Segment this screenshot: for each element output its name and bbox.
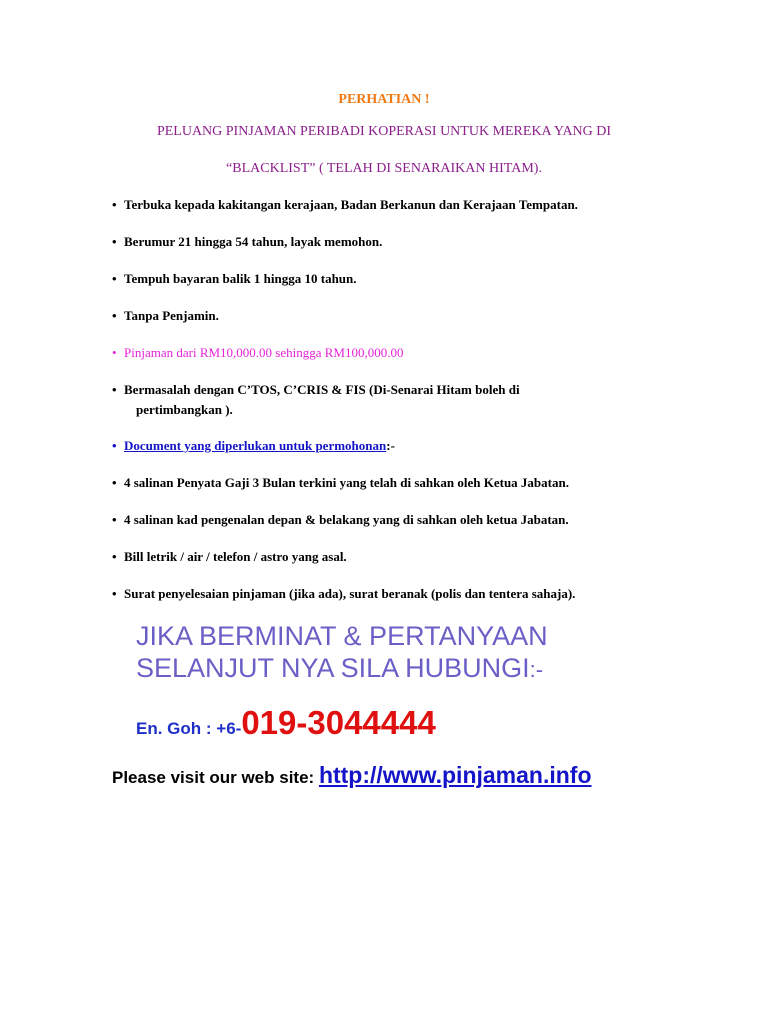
bullet-text: Berumur 21 hingga 54 tahun, layak memohon. xyxy=(124,234,383,249)
bullet-dot: • xyxy=(112,271,117,286)
cta-line-2 xyxy=(136,653,543,684)
bullet-utility-bill xyxy=(112,549,347,565)
website-link[interactable]: http://www.pinjaman.info xyxy=(318,762,592,788)
bullet-repayment xyxy=(112,271,357,287)
bullet-text: Tanpa Penjamin. xyxy=(124,308,219,323)
website-line xyxy=(112,762,592,789)
bullet-text: Pinjaman dari RM10,000.00 sehingga RM100,000.00 xyxy=(124,345,404,360)
bullet-dot: • xyxy=(112,586,117,601)
bullet-blacklist xyxy=(112,382,520,398)
bullet-dot: • xyxy=(112,475,117,490)
contact-line xyxy=(136,704,436,742)
bullet-loan-amount xyxy=(112,345,404,361)
bullet-dot: • xyxy=(112,512,117,527)
notice-title: PERHATIAN ! xyxy=(338,92,430,107)
bullet-dot: • xyxy=(112,549,117,564)
bullet-text: 4 salinan kad pengenalan depan & belakang yang di sahkan oleh ketua Jabatan. xyxy=(124,512,569,527)
bullet-guarantor xyxy=(112,308,219,324)
headline-line-1: PELUANG PINJAMAN PERIBADI KOPERASI UNTUK MEREKA YANG DI xyxy=(156,124,612,139)
cta-line-2-text: SELANJUT NYA SILA HUBUNGI xyxy=(136,653,530,683)
bullet-text: Bermasalah dengan C’TOS, C’CRIS & FIS (Di-Senarai Hitam boleh di xyxy=(124,382,520,397)
bullet-dot: • xyxy=(112,345,117,360)
bullet-dot: • xyxy=(112,308,117,323)
bullet-eligibility xyxy=(112,197,578,213)
contact-phone: 019-3044444 xyxy=(241,704,436,741)
bullet-text: Terbuka kepada kakitangan kerajaan, Badan Berkanun dan Kerajaan Tempatan. xyxy=(124,197,578,212)
documents-link[interactable]: Document yang diperlukan untuk permohonan xyxy=(124,438,387,453)
bullet-text: Surat penyelesaian pinjaman (jika ada), surat beranak (polis dan tentera sahaja). xyxy=(124,586,576,601)
bullet-settlement-letter xyxy=(112,586,575,602)
bullet-dot: • xyxy=(112,234,117,249)
bullet-text: 4 salinan Penyata Gaji 3 Bulan terkini yang telah di sahkan oleh Ketua Jabatan. xyxy=(124,475,569,490)
bullet-text: Tempuh bayaran balik 1 hingga 10 tahun. xyxy=(124,271,357,286)
bullet-documents xyxy=(112,438,395,454)
bullet-payslip xyxy=(112,475,569,491)
bullet-dot: • xyxy=(112,197,117,212)
bullet-age xyxy=(112,234,382,250)
bullet-text: Bill letrik / air / telefon / astro yang asal. xyxy=(124,549,347,564)
bullet-dot: • xyxy=(112,438,117,453)
cta-line-2-suffix: :- xyxy=(529,657,544,682)
cta-line-1: JIKA BERMINAT & PERTANYAAN xyxy=(136,621,548,651)
headline-line-2: “BLACKLIST” ( TELAH DI SENARAIKAN HITAM). xyxy=(226,161,542,176)
bullet-blacklist-continued: pertimbangkan ). xyxy=(136,402,233,417)
bullet-dot: • xyxy=(112,382,117,397)
documents-suffix: :- xyxy=(386,438,395,453)
bullet-ic-copies xyxy=(112,512,569,528)
website-label: Please visit our web site: xyxy=(112,768,315,787)
contact-name: En. Goh : +6- xyxy=(136,719,242,738)
